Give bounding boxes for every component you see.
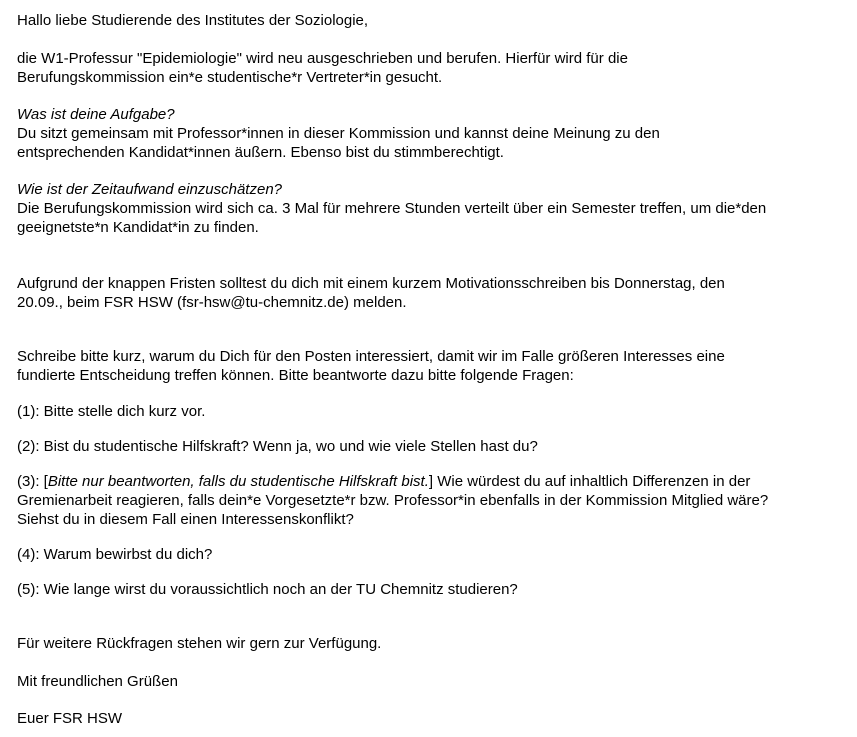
regards-line: Mit freundlichen Grüßen (17, 673, 178, 690)
greeting: Hallo liebe Studierende des Institutes der Soziologie, (17, 12, 369, 29)
deadline-line: 20.09., beim FSR HSW (fsr-hsw@tu-chemnitz.de) melden. (17, 294, 407, 311)
task-line: Du sitzt gemeinsam mit Professor*innen in dieser Kommission und kannst deine Meinung zu den (17, 125, 660, 142)
closing-line: Für weitere Rückfragen stehen wir gern zur Verfügung. (17, 635, 382, 652)
time-line: Die Berufungskommission wird sich ca. 3 Mal für mehrere Stunden verteilt über ein Semester treffen, um die*den (17, 200, 767, 217)
time-section (17, 180, 852, 237)
intro-line: die W1-Professur "Epidemiologie" wird neu ausgeschrieben und berufen. Hierfür wird für die (17, 50, 628, 67)
signature: Euer FSR HSW (17, 710, 123, 727)
deadline-line: Aufgrund der knappen Fristen solltest du dich mit einem kurzem Motivationsschreiben bis Donnerstag, den (17, 275, 725, 292)
intro-paragraph (17, 49, 852, 87)
question-1: (1): Bitte stelle dich kurz vor. (17, 403, 206, 420)
question-5: (5): Wie lange wirst du voraussichtlich noch an der TU Chemnitz studieren? (17, 581, 518, 598)
request-line: fundierte Entscheidung treffen können. Bitte beantworte dazu bitte folgende Fragen: (17, 367, 574, 384)
question-3 (17, 472, 852, 529)
question-4: (4): Warum bewirbst du dich? (17, 546, 213, 563)
request-paragraph (17, 347, 852, 385)
task-section (17, 105, 852, 162)
question-3-line-1 (17, 472, 852, 491)
time-heading: Wie ist der Zeitaufwand einzuschätzen? (17, 181, 283, 198)
time-line: geeignetste*n Kandidat*in zu finden. (17, 219, 259, 236)
question-3-line-2: Gremienarbeit reagieren, falls dein*e Vorgesetzte*r bzw. Professor*in ebenfalls in der Kommission Mitglied wäre? (17, 492, 769, 509)
q3-prefix: (3): [ (17, 473, 48, 490)
question-3-line-3: Siehst du in diesem Fall einen Interessenskonflikt? (17, 511, 354, 528)
deadline-paragraph (17, 274, 852, 312)
q3-italic-note: Bitte nur beantworten, falls du studentische Hilfskraft bist. (47, 473, 429, 490)
task-line: entsprechenden Kandidat*innen äußern. Ebenso bist du stimmberechtigt. (17, 144, 504, 161)
request-line: Schreibe bitte kurz, warum du Dich für den Posten interessiert, damit wir im Falle größeren Interesses eine (17, 348, 725, 365)
q3-rest: ] Wie würdest du auf inhaltlich Differenzen in der (428, 473, 751, 490)
email-body (17, 11, 852, 728)
task-heading: Was ist deine Aufgabe? (17, 106, 175, 123)
question-2: (2): Bist du studentische Hilfskraft? Wenn ja, wo und wie viele Stellen hast du? (17, 438, 538, 455)
intro-line: Berufungskommission ein*e studentische*r Vertreter*in gesucht. (17, 69, 443, 86)
